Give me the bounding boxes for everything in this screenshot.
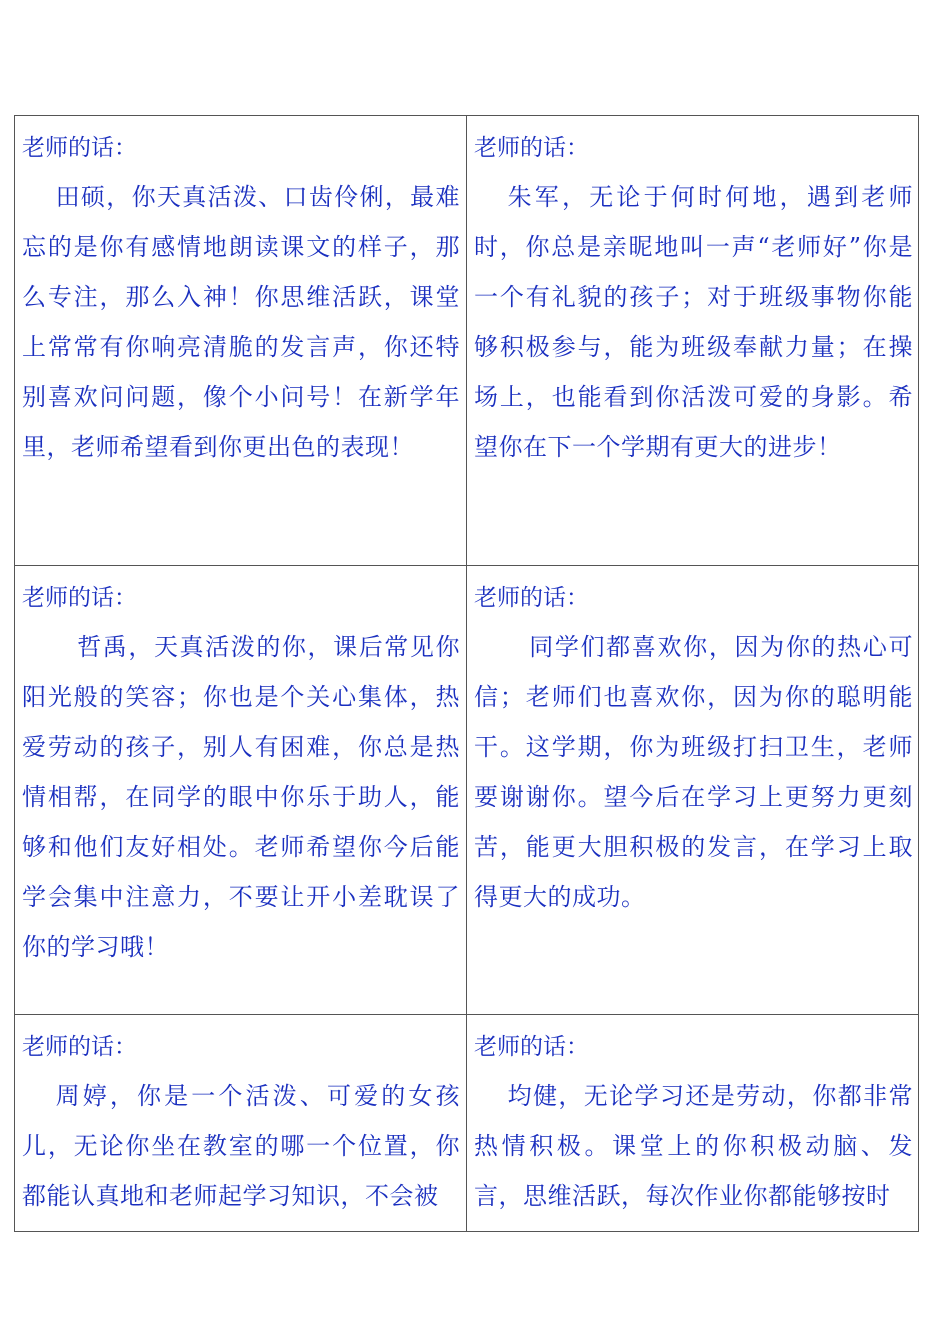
card-heading: 老师的话： <box>22 135 137 161</box>
card-text: 周婷，你是一个活泼、可爱的女孩儿，无论你坐在教室的哪一个位置，你都能认真地和老师起学习知识，不会被 <box>22 1082 460 1210</box>
card-heading: 老师的话： <box>474 1034 589 1060</box>
card-text: 朱军，无论于何时何地，遇到老师时，你总是亲昵地叫一声“老师好”你是一个有礼貌的孩子；对于班级事物你能够积极参与，能为班级奉献力量；在操场上，也能看到你活泼可爱的身影。希望你在下一个学期有更大的进步！ <box>474 183 913 461</box>
comments-grid <box>15 116 918 1231</box>
comment-card <box>15 116 467 566</box>
comment-card <box>15 1015 467 1231</box>
comment-card <box>467 116 919 566</box>
card-text: 同学们都喜欢你，因为你的热心可信；老师们也喜欢你，因为你的聪明能干。这学期，你为班级打扫卫生，老师要谢谢你。望今后在学习上更努力更刻苦，能更大胆积极的发言，在学习上取得更大的成功。 <box>474 633 913 911</box>
card-text: 哲禹，天真活泼的你，课后常见你阳光般的笑容；你也是个关心集体，热爱劳动的孩子，别人有困难，你总是热情相帮，在同学的眼中你乐于助人，能够和他们友好相处。老师希望你今后能学会集中注意力，不要让开小差耽误了你的学习哦！ <box>22 633 460 961</box>
comment-card <box>467 1015 919 1231</box>
comments-table <box>14 115 919 1232</box>
comment-card <box>467 566 919 1015</box>
card-heading: 老师的话： <box>22 585 137 611</box>
card-heading: 老师的话： <box>474 585 589 611</box>
card-heading: 老师的话： <box>474 135 589 161</box>
card-heading: 老师的话： <box>22 1034 137 1060</box>
card-text: 田硕，你天真活泼、口齿伶俐，最难忘的是你有感情地朗读课文的样子，那么专注，那么入神！你思维活跃，课堂上常常有你响亮清脆的发言声，你还特别喜欢问问题，像个小问号！在新学年里，老师希望看到你更出色的表现！ <box>22 183 460 461</box>
card-text: 均健，无论学习还是劳动，你都非常热情积极。课堂上的你积极动脑、发言，思维活跃，每次作业你都能够按时 <box>474 1082 913 1210</box>
comment-card <box>15 566 467 1015</box>
